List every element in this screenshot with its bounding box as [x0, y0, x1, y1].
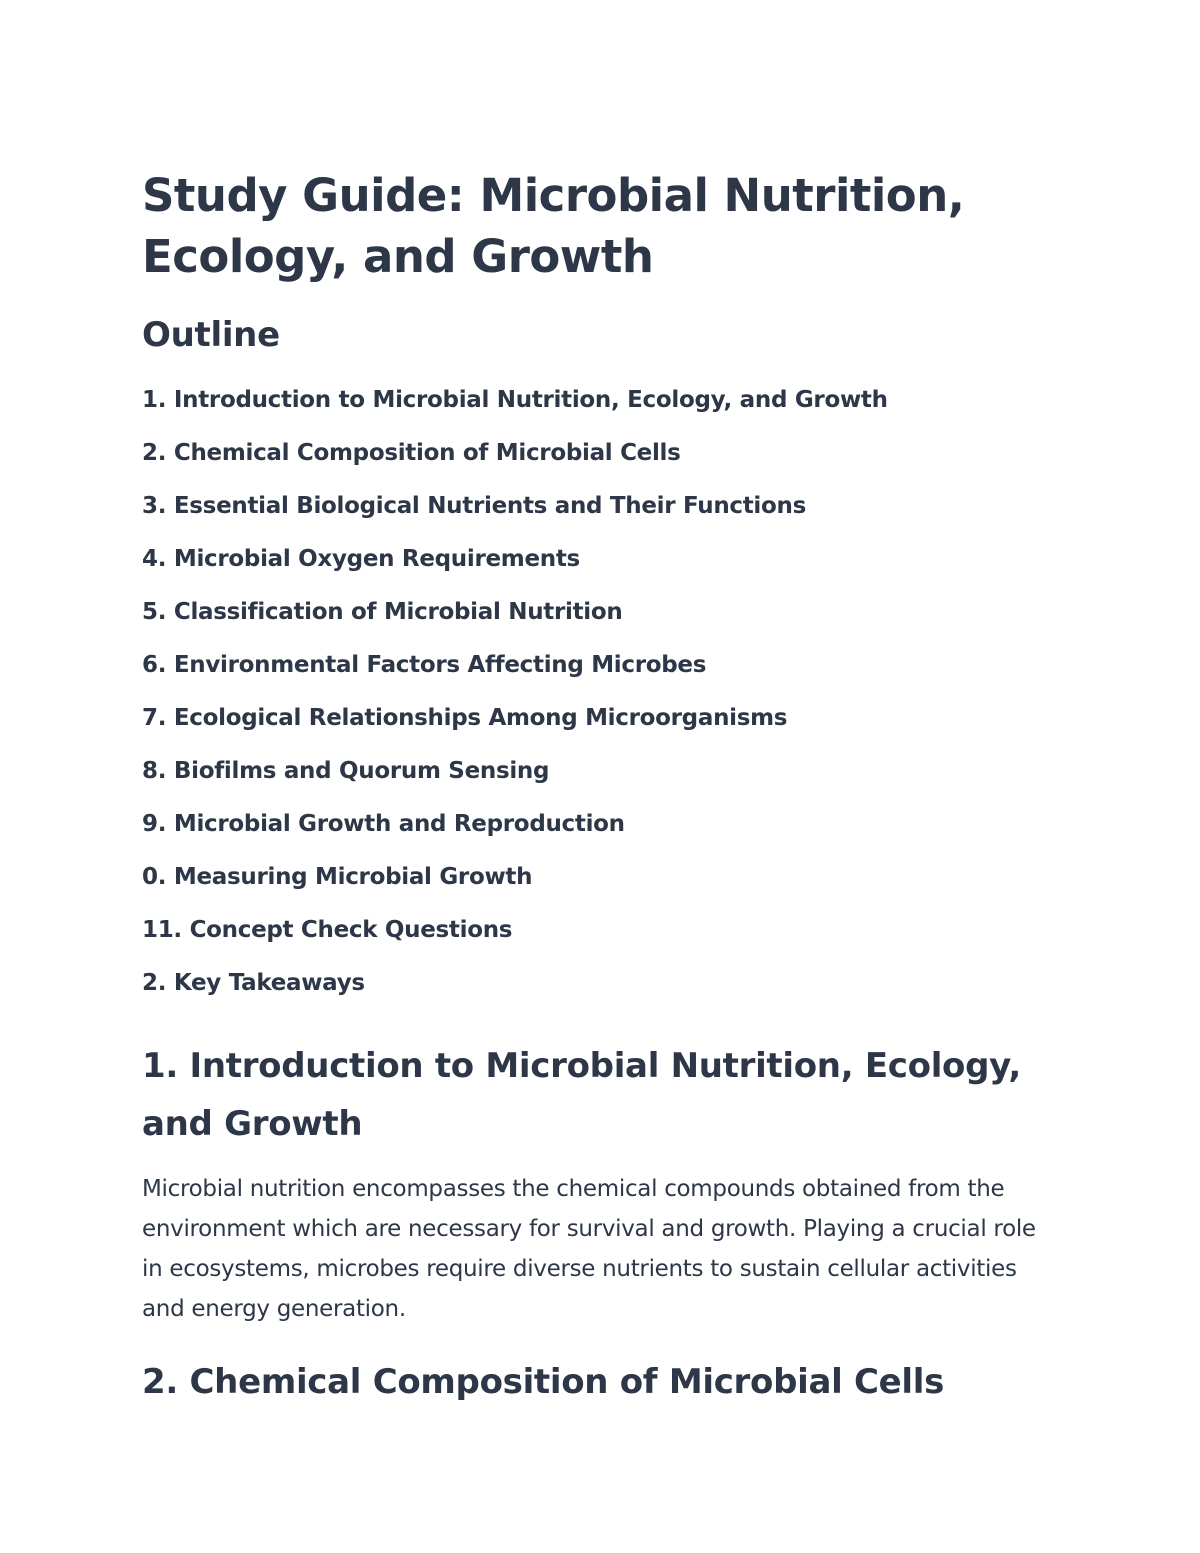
outline-item-number: 2. — [142, 970, 167, 996]
outline-item-label: Concept Check Questions — [189, 917, 513, 943]
outline-item — [142, 387, 1062, 440]
outline-item-number: 7. — [142, 705, 167, 731]
outline-item-number: 2. — [142, 440, 167, 466]
outline-item-number: 1. — [142, 387, 167, 413]
outline-item-label: Key Takeaways — [173, 970, 365, 996]
outline-item-number: 5. — [142, 599, 167, 625]
outline-item-label: Classification of Microbial Nutrition — [173, 599, 623, 625]
outline-item — [142, 599, 1062, 652]
outline-list — [142, 387, 1062, 1023]
outline-item-number: 3. — [142, 493, 167, 519]
outline-item — [142, 864, 1062, 917]
outline-item — [142, 440, 1062, 493]
outline-item — [142, 493, 1062, 546]
document-title: Study Guide: Microbial Nutrition, Ecology, and Growth — [142, 169, 965, 283]
outline-item-label: Measuring Microbial Growth — [173, 864, 533, 890]
outline-item-number: 4. — [142, 546, 167, 572]
outline-item — [142, 758, 1062, 811]
outline-item-number: 6. — [142, 652, 167, 678]
outline-item-label: Introduction to Microbial Nutrition, Ecology, and Growth — [173, 387, 888, 413]
outline-item-label: Essential Biological Nutrients and Their Functions — [173, 493, 806, 519]
outline-item — [142, 705, 1062, 758]
outline-item-label: Environmental Factors Affecting Microbes — [173, 652, 707, 678]
outline-item — [142, 917, 1062, 970]
outline-item — [142, 811, 1062, 864]
outline-item — [142, 970, 1062, 1023]
outline-item-label: Microbial Oxygen Requirements — [173, 546, 580, 572]
section-heading-chemical-composition: 2. Chemical Composition of Microbial Cells — [142, 1362, 945, 1402]
outline-item-number: 0. — [142, 864, 167, 890]
outline-item — [142, 546, 1062, 599]
outline-item-label: Ecological Relationships Among Microorganisms — [173, 705, 788, 731]
outline-heading: Outline — [142, 315, 280, 355]
outline-item — [142, 652, 1062, 705]
document-page — [142, 165, 1062, 1411]
outline-item-number: 9. — [142, 811, 167, 837]
outline-item-number: 8. — [142, 758, 167, 784]
outline-item-label: Microbial Growth and Reproduction — [173, 811, 625, 837]
outline-item-number: 11. — [142, 917, 182, 943]
section-body-introduction: Microbial nutrition encompasses the chemical compounds obtained from the environment which are necessary for survival and growth. Playing a crucial role in ecosystems, microbes require diverse nutrients to sustain cellular activities and energy generation. — [142, 1176, 1036, 1322]
outline-item-label: Biofilms and Quorum Sensing — [173, 758, 550, 784]
section-heading-introduction: 1. Introduction to Microbial Nutrition, Ecology, and Growth — [142, 1046, 1021, 1144]
outline-item-label: Chemical Composition of Microbial Cells — [173, 440, 681, 466]
